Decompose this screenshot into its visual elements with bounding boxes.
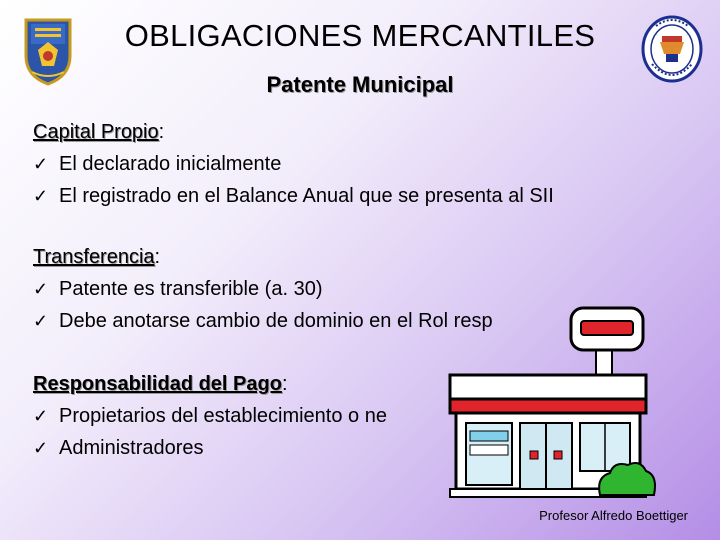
bullet-text: El registrado en el Balance Anual que se presenta al SII (59, 185, 554, 207)
bullet-text: Debe anotarse cambio de dominio en el Rol resp (59, 310, 493, 332)
author-footer: Profesor Alfredo Boettiger (539, 508, 688, 523)
checkmark-icon: ✓ (33, 438, 49, 458)
bullet-item (33, 400, 387, 432)
bullet-text: Patente es transferible (a. 30) (59, 278, 323, 300)
section-heading: Responsabilidad del Pago: (33, 373, 288, 395)
bullet-item (33, 305, 493, 337)
checkmark-icon: ✓ (33, 406, 49, 426)
heading-text: Responsabilidad del Pago (33, 373, 282, 395)
section-capital-propio (33, 116, 554, 212)
bullet-item (33, 148, 554, 180)
section-heading: Capital Propio: (33, 121, 165, 143)
slide-subtitle: Patente Municipal (266, 72, 454, 97)
slide-title: OBLIGACIONES MERCANTILES (124, 18, 596, 53)
bullet-text: El declarado inicialmente (59, 153, 282, 175)
section-transferencia (33, 241, 493, 337)
bullet-text: Administradores (59, 437, 204, 459)
bullet-text: Propietarios del establecimiento o ne (59, 405, 387, 427)
heading-text: Capital Propio (33, 121, 159, 143)
checkmark-icon: ✓ (33, 186, 49, 206)
bullet-item (33, 432, 387, 464)
checkmark-icon: ✓ (33, 311, 49, 331)
section-responsabilidad (33, 368, 387, 464)
bullet-item (33, 273, 493, 305)
checkmark-icon: ✓ (33, 279, 49, 299)
section-heading: Transferencia: (33, 246, 161, 268)
heading-text: Transferencia (33, 246, 155, 268)
bullet-item (33, 180, 554, 212)
storefront-icon (440, 305, 662, 505)
checkmark-icon: ✓ (33, 154, 49, 174)
